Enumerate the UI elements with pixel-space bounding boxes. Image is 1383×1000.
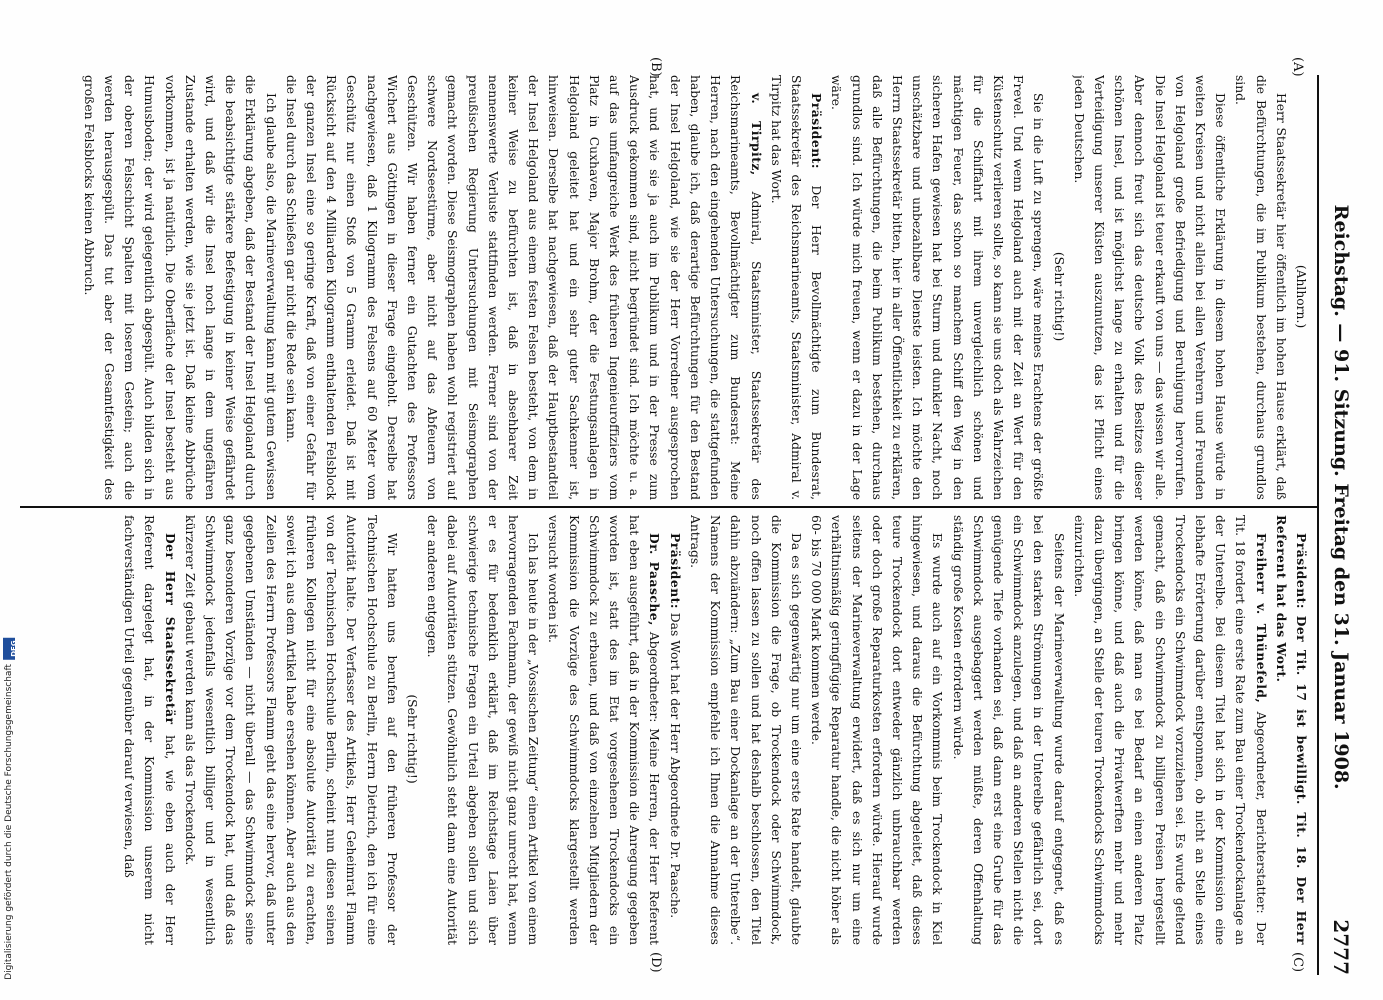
paragraph: Herr Staatssekretär hier öffentlich im hohen Hause erklärt, daß die Befürchtungen, die im Publikum bestehen, durchaus grundlos sind. — [1233, 75, 1288, 500]
speech-text: Abgeordneter, Berichterstatter: Der Tit. 18 fordert eine erste Rate zum Bau einer Trockendockanlage an der Unterelbe. Bei diesem Titel hat sich in der Kommission eine lebhafte Erörterung darüber entsponnen, ob nicht an Stelle eines Trockendocks ein Schwimmdock vorzuziehen sei. Es wurde geltend gemacht, daß ein Schwimmdock zu billigeren Preisen hergestellt werden könne, daß man es bei Bedarf an einen anderen Platz bringen könne, und daß auch die Privatwerften mehr und mehr dazu übergingen, an Stelle der teuren Trockendocks Schwimmdocks einzurichten. — [1071, 515, 1268, 945]
applause-note: (Sehr richtig!) — [405, 694, 420, 784]
paragraph — [281, 75, 766, 500]
paragraph: Da es sich gegenwärtig nur um eine erste Rate handelt, glaubte die Kommission die Frage, ob Trockendock oder Schwimmdock, noch offen lassen zu sollen und hat deshalb beschlossen, den Titel dahin abzuändern: „Zum Bau einer Dockanlage an der Unterelbe“. Namens der Kommission empfehle ich Ihnen die Annahme dieses Antrags. — [687, 515, 803, 945]
header-rule — [1317, 75, 1319, 975]
speech-text: Admiral, Staatsminister, Staatssekretär des Reichsmarineamts, Bevollmächtigter zum Bundesrat: Meine Herren, nach den eingehenden Untersuchungen, die stattgefunden haben, glaube ich, daß derartige Befürchtungen für den Bestand der Insel Helgoland, wie sie der Herr Vorredner ausgesprochen hat, und wie sie ja auch im Publikum und in der Presse zum Ausdruck gekommen sind, nicht begründet sind. Ich möchte u. a. auf das umfangreiche Werk des früheren Ingenieuroffiziers vom Platz in Cuxhaven, Major Brohm, der die Festungsanlagen in Helgoland geleitet hat und ein sehr guter Sachkenner ist, hinweisen. Derselbe hat nachgewiesen, daß der Hauptbestandteil der Insel Helgoland aus einem festen Felsen besteht, von dem in keiner Weise zu befürchten ist, daß in absehbarer Zeit nennenswerte Verluste stattfinden werden. Ferner sind von der preußischen Regierung Untersuchungen mit Seismographen gemacht worden. Diese Seismographen haben wohl registriert auf schwere Nordseestürme, aber nicht auf das Abfeuern von Geschützen. Wir haben ferner ein Gutachten des Professors Wichert aus Göttingen in dieser Frage eingeholt. Derselbe hat nachgewiesen, daß 1 Kilogramm des Felsens auf 60 Meter vom Geschütz nur einen Stoß von 5 Gramm erleidet. Daß ist mit Rücksicht auf den 4 Milliarden Kilogramm enthaltenden Felsblock der ganzen Insel eine so geringe Kraft, daß von einer Gefahr für die Insel durch das Schießen gar nicht die Rede sein kann. — [283, 75, 763, 500]
applause-note: (Sehr richtig!) — [1051, 251, 1066, 342]
header-title: Reichstag. — 91. Sitzung. Freitag den 31. Januar 1908. — [1330, 204, 1352, 790]
margin-mark-c: (C) — [1290, 952, 1305, 973]
paragraph: Diese öffentliche Erklärung in diesem hohen Hause würde in weiten Kreisen und nicht allein bei allen Verehrern und Freunden von Helgoland große Befriedigung und Beruhigung hervorrufen. Die Insel Helgoland ist teuer erkauft von uns — das wissen wir alle. Aber dennoch freut sich das deutsche Volk des Besitzes dieser schönen Insel, und ist möglichst lange zu erhalten und für die Verteidigung unserer Küsten auszunutzen, das ist Pflicht eines jeden Deutschen. — [1071, 75, 1228, 500]
speaker-name: Präsident: — [667, 533, 683, 609]
speaker-name: v. Tirpitz, — [748, 93, 764, 176]
speaker-name: Der Herr Staatssekretär — [162, 533, 178, 725]
digitization-note — [3, 638, 18, 980]
page-header — [1321, 75, 1361, 975]
paragraph — [1069, 515, 1271, 945]
right-column — [20, 515, 1311, 945]
column-divider — [20, 506, 1317, 508]
speech-text: Das Wort hat der Herr Abgeordnete Dr. Paasche. — [667, 612, 682, 919]
speaker-name: Präsident: — [1294, 533, 1309, 609]
paragraph: Ich las heute in der „Vossischen Zeitung“ einen Artikel von einem hervorragenden Fachmann, der gewiß nicht ganz unrecht hat, wenn er es für bedenklich erklärt, daß im Reichstage Laien über schwierige technische Fragen ein Urteil abgeben sollen und sich dabei auf Autoritäten stützen. Gewöhnlich steht dann eine Autorität der anderen entgegen. — [425, 515, 541, 945]
page-number: 2777 — [1329, 919, 1353, 975]
left-column — [20, 75, 1311, 500]
speech-text: Der Herr Bevollmächtigte zum Bundesrat, Staatssekretär des Reichsmarineamts, Staatsminister, Admiral v. Tirpitz hat das Wort. — [768, 75, 824, 500]
speaker-continuation: (Ahlhorn.) — [1294, 264, 1308, 329]
dfg-logo: DFG — [3, 638, 15, 660]
paragraph: Sie in die Luft zu sprengen, wäre meines Erachtens der größte Frevel. Und wenn Helgoland auch mit der Zeit an Wert für den Küstenschutz verlieren sollte, so kann sie uns doch als Wahrzeichen für die Schiffahrt mit ihrem unvergleichlich schönen und mächtigen Feuer, das schon so manchem Schiff den Weg in den sicheren Hafen gewiesen hat bei Sturm und dunkler Nacht, noch unschätzbare und unbezahlbare Dienste leisten. Ich möchte den Herrn Staatssekretär bitten, hier in aller Öffentlichkeit zu erklären, daß alle Befürchtungen, die beim Publikum bestehen, durchaus grundlos sind. Ich würde mich freuen, wenn er dazu in der Lage wäre. — [829, 75, 1046, 500]
paragraph — [543, 515, 664, 945]
speaker-name: Präsident: — [809, 93, 825, 169]
paragraph: Seitens der Marineverwaltung wurde darauf entgegnet, daß es bei den starken Strömungen in der Unterelbe gefährlich sei, dort ein Schwimmdock anzulegen, und daß an anderen Stellen nicht die genügende Tiefe vorhanden sei, daß dann erst eine Grube für das Schwimmdock ausgebaggert werden müßte, deren Offenhaltung ständig große Kosten erfordern würde. — [950, 515, 1066, 945]
speech-text: Abgeordneter: Meine Herren, der Herr Referent hat eben ausgeführt, daß in der Kommission die Anregung gegeben worden ist, statt des im Etat vorgesehenen Trockendocks ein Schwimmdock zu erbauen, und daß von einzelnen Mitgliedern der Kommission die Vorzüge des Schwimmdocks klargestellt werden versucht worden ist. — [546, 515, 662, 945]
margin-mark-b: (B) — [648, 57, 663, 77]
margin-mark-a: (A) — [1290, 57, 1305, 77]
paragraph — [665, 515, 685, 945]
speaker-name: Dr. Paasche, — [647, 533, 663, 626]
paragraph: Ich glaube also, die Marineverwaltung kann mit gutem Gewissen die Erklärung abgeben, daß der Bestand der Insel Helgoland durch die beabsichtigte stärkere Befestigung in keiner Weise gefährdet wird, und daß wir die Insel noch lange in dem ungefähren Zustande erhalten werden, wie sie jetzt ist. Daß kleine Abbrüche vorkommen, ist ja natürlich. Die Oberfläche der Insel besteht aus Humusboden; der wird gelegentlich abgespült. Auch bilden sich in der oberen Felsschicht Spalten mit loserem Gestein; auch die werden herausgespült. Das tut aber der Gesamtfestigkeit des großen Felsblocks keinen Abbruch. — [81, 75, 278, 500]
speech-text: Der Tit. 17 ist bewilligt. Tit. 18. Der Herr Referent hat das Wort. — [1273, 515, 1309, 945]
paragraph — [766, 75, 827, 500]
digitization-text: Digitalisierung gefördert durch die Deutsche Forschungsgemeinschaft — [4, 664, 14, 980]
margin-mark-d: (D) — [648, 952, 663, 973]
paragraph: Wir hatten uns berufen auf den früheren Professor der Technischen Hochschule zu Berlin, Herrn Dietrich, den ich für eine Autorität halte. Der Verfasser des Artikels, Herr Geheimrat Flamm von der Technischen Hochschule Berlin, scheint nun diesen seinen früheren Kollegen nicht für eine absolute Autorität zu erachten, soweit ich aus dem Artikel habe ersehen können. Aber auch aus den Zeilen des Herrn Professors Flamm geht das eine hervor, daß unter gegebenen Umständen — nicht überall — das Schwimmdock seine ganz besonderen Vorzüge vor dem Trockendock hat, und daß das Schwimmdock jedenfalls wesentlich billiger und in wesentlich kürzerer Zeit gebaut werden kann als das Trockendock. — [182, 515, 399, 945]
speaker-name: Freiherr v. Thünefeld, — [1253, 533, 1269, 704]
paragraph — [119, 515, 180, 945]
speech-text: hat, wie eben auch der Herr Referent dargelegt hat, in der Kommission unserem nicht fachverständigen Urteil gegenüber darauf verwiesen, daß — [122, 515, 177, 945]
paragraph: Es wurde auch auf ein Vorkommnis beim Trockendock in Kiel hingewiesen, und daraus die Befürchtung abgeleitet, daß dieses teure Trockendock dort entweder gänzlich unbrauchbar werden oder doch große Reparaturkosten erfordern würde. Hierauf wurde seitens der Marineverwaltung erwidert, daß es sich nur um eine verhältnismäßig geringfügige Reparatur handle, die nicht höher als 60- bis 70 000 Mark kommen werde. — [809, 515, 945, 945]
paragraph — [1271, 515, 1311, 945]
